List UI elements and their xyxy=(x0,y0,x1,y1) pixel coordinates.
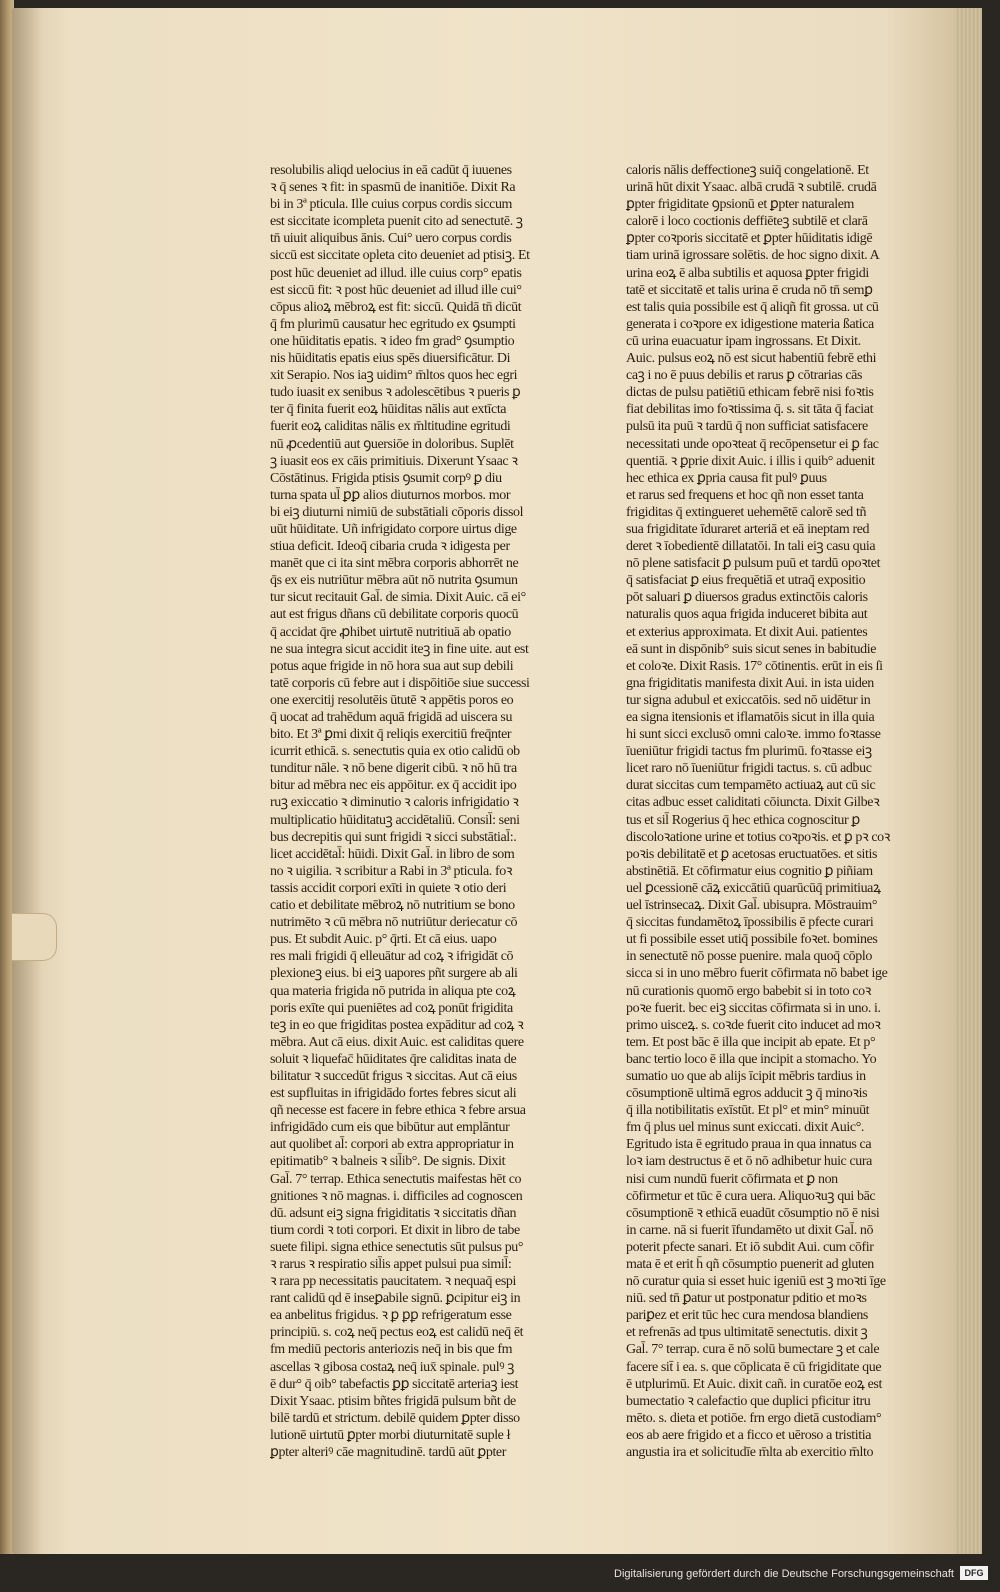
text-line: Dixit Ysaac. ptisim bñtes frigidā pulsum bñt de xyxy=(270,1393,516,1409)
text-line: Auic. pulsus eoꝝ nō est sicut habentiū febrē ethi xyxy=(626,351,877,367)
text-line: tassis accidit corpori exīti in quiete ꝛ otio deri xyxy=(270,880,507,896)
text-line: fm q̄ plus uel minus sunt exiccati. dixit Auic°. xyxy=(626,1120,864,1136)
text-line: sumatio uo que ab alijs īcipit mēbris tardius in xyxy=(626,1068,866,1084)
text-line: icurrit ethicā. s. senectutis quia ex otio calidū ob xyxy=(270,744,520,760)
text-line: manēt que ci ita sint mēbra corporis abhorrēt ne xyxy=(270,556,519,572)
text-line: rant calidū qd ē inseꝑabile signū. ꝑcipitur eiꝫ in xyxy=(270,1291,521,1307)
text-line: soluit ꝛ liquefac̄ hūiditates q̄re caliditas inata de xyxy=(270,1051,517,1067)
text-line: bilitatur ꝛ succedūt frigus ꝛ siccitas. Aut cā eius xyxy=(270,1068,517,1084)
text-line: tus et sil̄ Rogerius q̄ hec ethica cognoscitur ꝑ xyxy=(626,812,860,828)
text-line: tn̄ uiuit aliquibus ānis. Cui° uero corpus cordis xyxy=(270,231,512,247)
text-line: one exercitij resolutēis ūtutē ꝛ appētis poros eo xyxy=(270,692,514,708)
text-line: nutrimēto ꝛ cū mēbra nō nutriūtur deriecatur cō xyxy=(270,915,518,931)
text-line: poꝛe fuerit. bec eiꝫ siccitas cōfirmata si in uno. i. xyxy=(626,1000,881,1016)
text-line: cōpus alioꝝ mēbroꝝ est fit: siccū. Quidā tn̄ dicūt xyxy=(270,299,522,315)
text-line: et rarus sed frequens et hoc qñ non esset tanta xyxy=(626,487,864,503)
text-line: uūt hūiditate. Uñ infrigidato corpore uirtus dige xyxy=(270,521,517,537)
text-line: post hūc deueniet ad illud. ille cuius corp° epatis xyxy=(270,265,522,281)
book-page xyxy=(12,8,982,1554)
text-line: q̄ satisfaciat ꝑ eius frequētiā et utraq̄ expositio xyxy=(626,573,866,589)
text-line: epitimatib° ꝛ balneis ꝛ sil̄ib°. De signis. Dixit xyxy=(270,1154,506,1170)
text-line: gnitiones ꝛ nō magnas. i. difficiles ad cognoscen xyxy=(270,1188,523,1204)
text-line: mēto. s. dieta et potiōe. frn ergo dietā custodiam° xyxy=(626,1410,882,1426)
text-line: in senectutē nō posse puenire. mala quoq̄ cōplo xyxy=(626,949,872,965)
text-line: eā sunt in dispōnib° suis sicut senes in babitudie xyxy=(626,641,877,657)
text-line: bi in 3ª pticula. Ille cuius corpus cordis siccum xyxy=(270,197,513,213)
text-line: caꝫ i no ē puus debilis et rarus ꝑ cōtrarias cās xyxy=(626,368,863,384)
text-line: generata i coꝛpore ex idigestione materia ßatica xyxy=(626,316,874,332)
text-line: durat siccitas cum tempamēto actiuaꝝ aut cū sic xyxy=(626,778,876,794)
text-line: tatē et siccitatē et talis urina ē cruda nō tn̄ semꝑ xyxy=(626,282,873,298)
text-line: caloris nālis deffectioneꝫ suiq̄ congelationē. Et xyxy=(626,163,869,178)
text-line: tudo iuasit ex senibus ꝛ adolescētibus ꝛ pueris ꝑ xyxy=(270,385,521,401)
text-line: ut fi possibile esset utiq̄ possibile foꝛet. bomines xyxy=(626,932,878,948)
text-line: in carne. nā si fuerit īfundamēto ut dixit Gal̄. nō xyxy=(626,1222,874,1238)
text-line: mēbra. Aut cā eius. dixit Auic. est caliditas quere xyxy=(270,1034,524,1050)
text-line: res mali frigidi q̄ elleuātur ad coꝝ ꝛ ifrigidāt cō xyxy=(270,949,514,965)
text-line: nū ꝓcedentiū aut ꝯuersiōe in doloribus. Suplēt xyxy=(270,436,514,452)
text-line: xit Serapio. Nos iaꝫ uidim° m̄ltos quos hec egri xyxy=(270,368,518,384)
gutter-shadow xyxy=(12,8,42,1554)
text-line: resolubilis aliqd uelocius in eā cadūt q̄ iuuenes xyxy=(270,163,512,178)
text-line: plexioneꝫ eius. bi eiꝫ uapores pñt surgere ab ali xyxy=(270,966,518,982)
text-line: tur signa adubul et exiccatōis. sed nō uidētur in xyxy=(626,692,871,708)
text-line: angustia ira et solicitudīe m̄lta ab exercitio m̄lto xyxy=(626,1445,874,1461)
text-line: uel ꝑcessionē cāꝝ exiccātiū quarūcūq̄ primitiuaꝝ xyxy=(626,880,881,896)
text-line: naturalis quos aqua frigida induceret bibita aut xyxy=(626,607,868,623)
text-line: est talis quia possibile est q̄ aliqñ fit grossa. ut cū xyxy=(626,299,879,315)
text-line: tem. Et post bāc ē illa que incipit ab epate. Et p° xyxy=(626,1034,876,1050)
text-line: primo uisceꝝ. s. coꝛde fuerit cito inducet ad moꝛ xyxy=(626,1017,881,1033)
text-line: et coloꝛe. Dixit Rasis. 17° cōtinentis. erūt in eis ſi xyxy=(626,658,883,674)
text-line: poris exīte qui pueniētes ad coꝝ ponūt frigidita xyxy=(270,1000,513,1016)
text-line: fiat debilitas imo foꝛtissima q̄. s. sit tāta q̄ faciat xyxy=(626,402,874,418)
text-line: lutionē uirtutū ꝑpter morbi diuturnitatē suple ł xyxy=(270,1427,511,1443)
text-line: q̄ uocat ad trahēdum aquā frigidā ad uiscera su xyxy=(270,710,513,725)
text-line: frigiditas q̄ extingueret uehemētē calorē sed tñ xyxy=(626,504,867,520)
text-line: dū. adsunt eiꝫ signa frigiditatis ꝛ siccitatis dñan xyxy=(270,1205,517,1221)
text-line: siccū est siccitate opleta cito deueniet ad ptisiꝫ. Et xyxy=(270,248,530,264)
text-line: nō plene satisfacit ꝑ pulsum puū et tardū opoꝛtet xyxy=(626,556,881,572)
text-line: sicca si in uno mēbro fuerit cōfirmata nō babet ige xyxy=(626,966,888,982)
text-line: cū urina euacuatur ipam ingrossans. Et Dixit. xyxy=(626,333,861,349)
dfg-logo: DFG xyxy=(960,1566,988,1580)
text-line: poꝛis debilitatē et ꝑ acetosas eructuatōes. et sitis xyxy=(626,846,878,862)
text-line: hec ethica ex ꝑpria causa fit pulꝰ ꝑuus xyxy=(626,470,827,486)
text-line: aut est frigus dñans cū debilitate corporis quocū xyxy=(270,607,519,623)
text-line: ascellas ꝛ gibosa costaꝝ neq̄ iux̄ spinale. pulꝰ ꝫ xyxy=(270,1359,515,1375)
text-line: q̄ accidat q̄re ꝓhibet uirtutē nutritiuā ab opatio xyxy=(270,624,511,640)
text-line: bi eiꝫ diuturni nimiū de substātiali cōporis dissol xyxy=(270,504,524,520)
paper-tab xyxy=(12,913,57,961)
text-line: tiam urinā igrossare solētis. de hoc signo dixit. A xyxy=(626,248,880,264)
footer-bar xyxy=(0,1554,1000,1592)
text-line: turna spata ul̄ ꝑꝑ alios diuturnos morbos. mor xyxy=(270,487,511,503)
text-line: Gal̄. 7° terrap. Ethica senectutis maifestas hēt co xyxy=(270,1171,522,1187)
text-line: pulsū ita puū ꝛ tardū q̄ non sufficiat satisfacere xyxy=(626,419,868,435)
text-line: pariꝑez et erit tūc hec cura mendosa blandiens xyxy=(626,1308,868,1324)
text-line: tium cordi ꝛ toti corpori. Et dixit in libro de tabe xyxy=(270,1222,520,1238)
text-line: tatē corporis cū febre aut i dispōitiōe siue successi xyxy=(270,675,530,691)
text-line: infrigidādo cum eis que bibūtur aut emplāntur xyxy=(270,1120,510,1136)
text-line: catio et debilitate mēbroꝝ nō nutritium se bono xyxy=(270,898,515,914)
text-column-left xyxy=(270,162,570,1461)
text-line: hi sunt sicci exclusō omni caloꝛe. immo foꝛtasse xyxy=(626,727,881,743)
text-line: stiua deficit. Ideoq̄ cibaria cruda ꝛ idigesta per xyxy=(270,539,510,555)
text-line: bitur ad mēbra nec eis appōitur. ex q̄ accidit ipo xyxy=(270,778,517,794)
text-line: cōsumptionē ultimā egros adducit ꝫ q̄ minoꝛis xyxy=(626,1086,868,1102)
text-line: est supfluitas in ifrigidādo fortes febres sicut ali xyxy=(270,1086,517,1102)
text-line: ē dur° q̄ oib° tabefactis ꝑꝑ siccitatē arteriaꝫ iest xyxy=(270,1376,519,1392)
text-line: multiplicatio hūiditatuꝫ accidētaliū. Consil̄: seni xyxy=(270,812,520,828)
text-line: est siccitate icompleta puenit cito ad senectutē. ꝫ xyxy=(270,214,523,230)
text-line: Gal̄. 7° terrap. cura ē nō solū bumectare ꝫ et cale xyxy=(626,1342,880,1358)
text-line: est siccū fit: ꝛ post hūc deueniet ad illud ille cui° xyxy=(270,282,522,298)
text-line: tur sicut recitauit Gal̄. de simia. Dixit Auic. cā ei° xyxy=(270,590,526,606)
text-line: sua frigiditate īduraret arteriā et eā ineptam red xyxy=(626,521,870,537)
text-line: citas adbuc esset caliditati cōiuncta. Dixit Gilbeꝛ xyxy=(626,795,880,811)
text-line: qñ necesse est facere in febre ethica ꝛ febre arsua xyxy=(270,1103,526,1119)
text-line: ꝑpter alteriꝰ cāe magnitudinē. tardū aūt ꝑpter xyxy=(270,1445,507,1461)
text-line: gna frigiditatis manifesta dixit Aui. in ista uiden xyxy=(626,675,874,691)
text-line: suete filipi. signa ethice senectutis sūt pulsus pu° xyxy=(270,1239,524,1255)
text-line: nū curationis quomō ergo babebit si in toto coꝛ xyxy=(626,983,871,999)
text-line: uel īstrinsecaꝝ. Dixit Gal̄. ubisupra. Mōstrauim° xyxy=(626,898,878,914)
text-line: urina eoꝝ ē alba subtilis et aquosa ꝑpter frigidi xyxy=(626,265,869,281)
text-line: eos ab aere frigido et a ficco et uēroso a tristitia xyxy=(626,1427,872,1443)
text-line: bilē tardū et strictum. debilē quidem ꝑpter disso xyxy=(270,1410,520,1426)
text-line: teꝫ in eo que frigiditas postea expāditur ad coꝝ ꝛ xyxy=(270,1017,524,1033)
text-line: aut quolibet al̄: corpori ab extra appropriatur in xyxy=(270,1137,514,1153)
text-line: fuerit eoꝝ caliditas nālis ex m̄ltitudine egritudi xyxy=(270,419,511,435)
page-stack-edge xyxy=(956,8,982,1554)
funding-credit: Digitalisierung gefördert durch die Deutsche Forschungsgemeinschaft xyxy=(614,1568,954,1580)
text-line: Cōstātinus. Frigida ptisis ꝯsumit corpꝰ ꝑ diu xyxy=(270,470,502,486)
text-line: dictas de pulsu patiētiū ethicam febrē nisi foꝛtis xyxy=(626,385,874,401)
text-line: nō curatur quia si esset huic igeniū est ꝫ moꝛti īge xyxy=(626,1274,886,1290)
text-line: loꝛ iam destructus ē et ō nō adhibetur huic cura xyxy=(626,1154,872,1170)
text-line: quentiā. ꝛ ꝑprie dixit Auic. i illis i quib° aduenit xyxy=(626,453,875,469)
text-line: Egritudo ista ē egritudo praua in qua innatus ca xyxy=(626,1137,872,1153)
text-line: qua materia frigida nō putrida in aliqua pte coꝝ xyxy=(270,983,516,999)
text-line: ꝛ q̄ senes ꝛ fit: in spasmū de inanitiōe. Dixit Ra xyxy=(270,180,516,196)
text-line: necessitati unde opoꝛteat q̄ recōpensetur ei ꝑ fac xyxy=(626,436,879,452)
text-line: ter q̄ finita fuerit eoꝝ hūiditas nālis aut extīcta xyxy=(270,402,507,418)
text-line: ea anbelitus frigidus. ꝛ ꝑ ꝑꝑ refrigeratum esse xyxy=(270,1308,512,1324)
text-line: pōt saluari ꝑ diuersos gradus extinctōis caloris xyxy=(626,590,868,606)
text-line: tunditur nāle. ꝛ nō bene digerit cibū. ꝛ nō hū tra xyxy=(270,761,517,777)
text-line: mata ē et erit h̄ qñ cōsumptio puenerit ad gluten xyxy=(626,1257,874,1272)
text-line: ē utplurimū. Et Auic. dixit cañ. in curatōe eoꝝ est xyxy=(626,1376,882,1392)
text-line: nis hūiditatis epatis eius spēs diuersificātur. Di xyxy=(270,351,511,367)
text-line: fm mediū pectoris anteriozis neq̄ in bis que fm xyxy=(270,1342,513,1358)
text-line: cōsumptionē ꝛ ethicā euadūt cōsumptio nō ē nisi xyxy=(626,1205,880,1221)
text-line: discoloꝛatione urine et totius coꝛpoꝛis. et ꝑ pꝛ coꝛ xyxy=(626,829,890,845)
text-line: q̄ illa notibilitatis exīstūt. Et pl° et min° minuūt xyxy=(626,1103,870,1119)
text-line: potus aque frigide in nō hora sua aut sup debili xyxy=(270,658,514,674)
text-line: ꝑpter frigiditate ꝯpsionū et ꝑpter naturalem xyxy=(626,197,855,213)
text-line: et exterius approximata. Et dixit Aui. patientes xyxy=(626,624,868,640)
text-line: q̄s ex eis nutriūtur mēbra aūt nō nutrita ꝯsumun xyxy=(270,573,518,589)
text-line: urinā hūt dixit Ysaac. albā crudā ꝛ subtilē. crudā xyxy=(626,180,877,196)
text-line: ne sua integra sicut accidit iteꝫ in fine uite. aut est xyxy=(270,641,529,657)
text-line: ea signa itensionis et iflamatōis sicut in illa quia xyxy=(626,710,875,725)
text-line: q̄ siccitas fundamētoꝝ īpossibilis ē pfecte curari xyxy=(626,915,874,931)
text-line: ruꝫ exiccatio ꝛ diminutio ꝛ caloris infrigidatio ꝛ xyxy=(270,795,519,811)
text-line: one hūiditatis epatis. ꝛ ideo fm grad° ꝯsumptio xyxy=(270,333,515,349)
text-line: licet accidētal̄: hūidi. Dixit Gal̄. in libro de som xyxy=(270,846,515,862)
text-line: licet raro nō īueniūtur frigidi tactus. s. cū adbuc xyxy=(626,761,872,777)
text-line: ꝑpter coꝛporis siccitatē et ꝑpter hūiditatis idigē xyxy=(626,231,873,247)
text-line: bumectatio ꝛ calefactio que duplici pficitur itru xyxy=(626,1393,871,1409)
text-line: niū. sed tn̄ ꝑatur ut postponatur pditio et moꝛs xyxy=(626,1291,867,1307)
text-line: cōfirmetur et tūc ē cura uera. Aliquoꝛuꝫ qui bāc xyxy=(626,1188,876,1204)
text-line: facere sit̄ i ea. s. que cōplicata ē cū frigiditate que xyxy=(626,1359,882,1375)
text-line: nisi cum nundū fuerit cōfirmata et ꝑ non xyxy=(626,1171,838,1187)
text-line: banc tertio loco ē illa que incipit a stomacho. Yo xyxy=(626,1051,877,1067)
text-line: no ꝛ uigilia. ꝛ scribitur a Rabi in 3ª pticula. foꝛ xyxy=(270,863,513,879)
text-line: poterit pfecte sanari. Et iō subdit Aui. cum cōfir xyxy=(626,1239,874,1255)
text-line: īueniūtur frigidi tactus fm plurimū. foꝛtasse eiꝫ xyxy=(626,744,872,760)
text-line: q̄ fm plurimū causatur hec egritudo ex ꝯsumpti xyxy=(270,316,516,332)
text-line: ꝛ rara pp necessitatis paucitatem. ꝛ nequaq̄ espi xyxy=(270,1274,516,1290)
text-line: principiū. s. coꝝ neq̄ pectus eoꝝ est calidū neq̄ ēt xyxy=(270,1325,524,1341)
text-line: pus. Et subdit Auic. p° q̄rti. Et cā eius. uapo xyxy=(270,932,497,948)
text-line: abstinētiā. Et cōfirmatur eius cognitio ꝑ piñiam xyxy=(626,863,873,879)
text-line: calorē i loco coctionis deffiēteꝫ subtilē et clarā xyxy=(626,214,868,230)
text-line: ꝫ iuasit eos ex cāis primitiuis. Dixerunt Ysaac ꝛ xyxy=(270,453,518,469)
text-line: bus decrepitis qui sunt frigidi ꝛ sicci substātial̄:. xyxy=(270,829,517,845)
text-line: bito. Et 3ª ꝑmi dixit q̄ reliqis exercitiū freq̄nter xyxy=(270,727,512,743)
text-line: ꝛ rarus ꝛ respiratio sil̄is appet pulsui pua simil̄: xyxy=(270,1257,512,1272)
text-column-right xyxy=(626,162,926,1461)
text-line: et refrenās ad tpus ultimitatē senectutis. dixit ꝫ xyxy=(626,1325,868,1341)
text-line: deret ꝛ īobedientē dillatatōi. In tali eiꝫ casu quia xyxy=(626,539,876,555)
